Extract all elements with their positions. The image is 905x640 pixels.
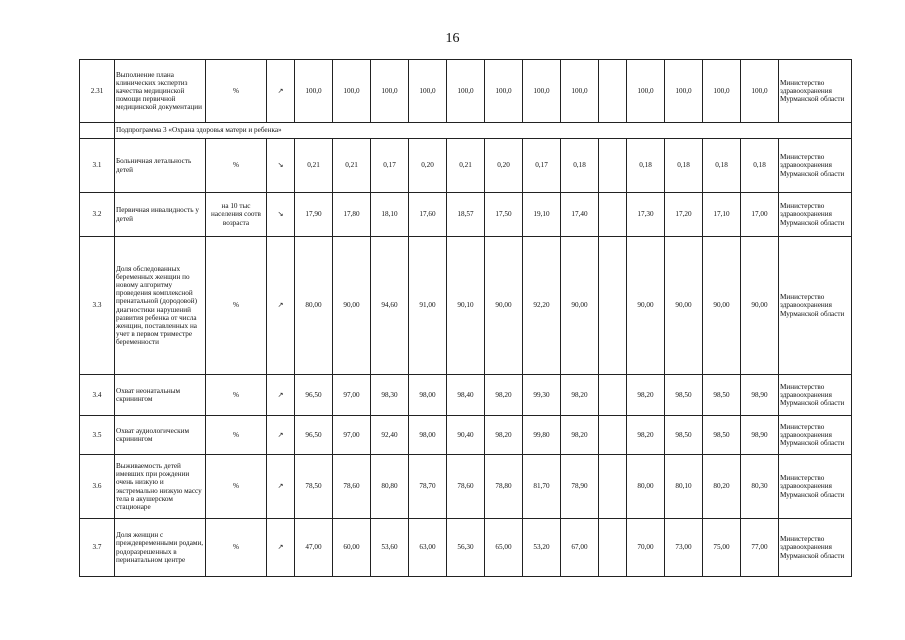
value-cell: 0,20 <box>409 139 447 193</box>
table-row <box>80 455 852 519</box>
value-cell: 90,00 <box>485 237 523 375</box>
indicator-name: Доля обследованных беременных женщин по новому алгоритму проведения комплексной пренатальной (дородовой) диагностики нарушений развития ребенка от числа женщин, поставленных на учет в первом триместре беременности <box>115 237 206 375</box>
value-cell: 0,21 <box>333 139 371 193</box>
value-cell: 17,20 <box>665 193 703 237</box>
indicator-name: Охват аудиологическим скринингом <box>115 416 206 455</box>
value-cell: 100,0 <box>485 60 523 123</box>
value-cell: 99,30 <box>523 375 561 416</box>
responsible-org: Министерство здравоохранения Мурманской области <box>779 519 852 577</box>
value-cell: 100,0 <box>333 60 371 123</box>
responsible-org: Министерство здравоохранения Мурманской области <box>779 60 852 123</box>
value-cell: 19,10 <box>523 193 561 237</box>
unit-cell: % <box>206 60 267 123</box>
value-cell: 0,18 <box>703 139 741 193</box>
table-row <box>80 519 852 577</box>
responsible-org: Министерство здравоохранения Мурманской области <box>779 237 852 375</box>
value-cell: 90,00 <box>741 237 779 375</box>
value-cell: 80,00 <box>295 237 333 375</box>
value-cell: 70,00 <box>627 519 665 577</box>
value-cell: 17,90 <box>295 193 333 237</box>
value-cell: 100,0 <box>561 60 599 123</box>
trend-arrow-icon: ↗ <box>267 375 295 416</box>
table-body <box>80 60 852 577</box>
value-cell: 99,80 <box>523 416 561 455</box>
value-cell: 98,00 <box>409 416 447 455</box>
value-cell: 65,00 <box>485 519 523 577</box>
value-cell: 98,90 <box>741 416 779 455</box>
value-cell <box>599 193 627 237</box>
value-cell: 90,00 <box>627 237 665 375</box>
value-cell: 0,20 <box>485 139 523 193</box>
row-number: 3.7 <box>80 519 115 577</box>
value-cell: 17,50 <box>485 193 523 237</box>
value-cell: 98,20 <box>485 416 523 455</box>
value-cell: 67,00 <box>561 519 599 577</box>
value-cell: 80,10 <box>665 455 703 519</box>
trend-arrow-icon: ↗ <box>267 455 295 519</box>
value-cell: 100,0 <box>665 60 703 123</box>
trend-arrow-icon: ↗ <box>267 519 295 577</box>
value-cell: 97,00 <box>333 416 371 455</box>
value-cell: 98,50 <box>665 416 703 455</box>
value-cell: 98,30 <box>371 375 409 416</box>
value-cell <box>599 60 627 123</box>
value-cell: 96,50 <box>295 416 333 455</box>
empty-cell <box>80 123 115 139</box>
value-cell: 98,50 <box>703 375 741 416</box>
trend-arrow-icon: ↘ <box>267 139 295 193</box>
value-cell: 90,00 <box>665 237 703 375</box>
responsible-org: Министерство здравоохранения Мурманской области <box>779 455 852 519</box>
value-cell: 56,30 <box>447 519 485 577</box>
value-cell <box>599 416 627 455</box>
value-cell: 80,20 <box>703 455 741 519</box>
trend-arrow-icon: ↘ <box>267 193 295 237</box>
value-cell: 53,60 <box>371 519 409 577</box>
value-cell: 78,60 <box>447 455 485 519</box>
value-cell: 98,20 <box>485 375 523 416</box>
value-cell: 78,80 <box>485 455 523 519</box>
value-cell: 0,21 <box>295 139 333 193</box>
value-cell: 78,50 <box>295 455 333 519</box>
value-cell <box>599 375 627 416</box>
indicator-name: Доля женщин с преждевременными родами, родоразрешенных в перинатальном центре <box>115 519 206 577</box>
value-cell: 73,00 <box>665 519 703 577</box>
indicator-name: Выживаемость детей имевших при рождении очень низкую и экстремально низкую массу тела в акушерском стационаре <box>115 455 206 519</box>
table-row <box>80 375 852 416</box>
indicator-name: Охват неонатальным скринингом <box>115 375 206 416</box>
value-cell: 75,00 <box>703 519 741 577</box>
value-cell: 98,40 <box>447 375 485 416</box>
unit-cell: на 10 тыс населения соотв возраста <box>206 193 267 237</box>
unit-cell: % <box>206 139 267 193</box>
trend-arrow-icon: ↗ <box>267 237 295 375</box>
unit-cell: % <box>206 237 267 375</box>
value-cell: 17,00 <box>741 193 779 237</box>
value-cell: 94,60 <box>371 237 409 375</box>
responsible-org: Министерство здравоохранения Мурманской области <box>779 193 852 237</box>
value-cell: 17,60 <box>409 193 447 237</box>
value-cell: 17,80 <box>333 193 371 237</box>
value-cell: 17,10 <box>703 193 741 237</box>
value-cell: 18,10 <box>371 193 409 237</box>
value-cell: 53,20 <box>523 519 561 577</box>
table-row <box>80 416 852 455</box>
table-row <box>80 193 852 237</box>
value-cell <box>599 519 627 577</box>
value-cell: 97,00 <box>333 375 371 416</box>
value-cell: 100,0 <box>447 60 485 123</box>
indicator-name: Больничная летальность детей <box>115 139 206 193</box>
indicator-name: Первичная инвалидность у детей <box>115 193 206 237</box>
value-cell: 98,50 <box>665 375 703 416</box>
value-cell: 90,40 <box>447 416 485 455</box>
value-cell: 78,90 <box>561 455 599 519</box>
value-cell: 80,30 <box>741 455 779 519</box>
value-cell: 47,00 <box>295 519 333 577</box>
value-cell: 18,57 <box>447 193 485 237</box>
value-cell: 100,0 <box>409 60 447 123</box>
value-cell: 80,00 <box>627 455 665 519</box>
value-cell: 100,0 <box>627 60 665 123</box>
value-cell: 98,20 <box>627 416 665 455</box>
row-number: 2.31 <box>80 60 115 123</box>
value-cell: 77,00 <box>741 519 779 577</box>
responsible-org: Министерство здравоохранения Мурманской области <box>779 139 852 193</box>
value-cell: 90,00 <box>561 237 599 375</box>
value-cell: 0,18 <box>665 139 703 193</box>
value-cell: 78,60 <box>333 455 371 519</box>
value-cell: 91,00 <box>409 237 447 375</box>
value-cell: 81,70 <box>523 455 561 519</box>
row-number: 3.2 <box>80 193 115 237</box>
value-cell: 100,0 <box>741 60 779 123</box>
trend-arrow-icon: ↗ <box>267 416 295 455</box>
value-cell <box>599 139 627 193</box>
value-cell: 90,00 <box>333 237 371 375</box>
responsible-org: Министерство здравоохранения Мурманской области <box>779 416 852 455</box>
value-cell: 90,00 <box>703 237 741 375</box>
unit-cell: % <box>206 375 267 416</box>
value-cell: 17,40 <box>561 193 599 237</box>
trend-arrow-icon: ↗ <box>267 60 295 123</box>
value-cell: 98,20 <box>561 375 599 416</box>
unit-cell: % <box>206 416 267 455</box>
row-number: 3.4 <box>80 375 115 416</box>
value-cell: 0,21 <box>447 139 485 193</box>
row-number: 3.5 <box>80 416 115 455</box>
value-cell: 98,50 <box>703 416 741 455</box>
value-cell: 0,18 <box>741 139 779 193</box>
table-row <box>80 60 852 123</box>
value-cell: 98,90 <box>741 375 779 416</box>
responsible-org: Министерство здравоохранения Мурманской области <box>779 375 852 416</box>
value-cell <box>599 455 627 519</box>
table-row <box>80 237 852 375</box>
value-cell: 0,18 <box>627 139 665 193</box>
value-cell: 100,0 <box>703 60 741 123</box>
value-cell: 96,50 <box>295 375 333 416</box>
row-number: 3.3 <box>80 237 115 375</box>
value-cell: 100,0 <box>371 60 409 123</box>
value-cell: 92,20 <box>523 237 561 375</box>
value-cell: 98,00 <box>409 375 447 416</box>
value-cell: 0,17 <box>371 139 409 193</box>
value-cell: 17,30 <box>627 193 665 237</box>
value-cell: 98,20 <box>627 375 665 416</box>
value-cell: 0,17 <box>523 139 561 193</box>
page-number: 16 <box>445 31 460 46</box>
subprogram-row <box>80 123 852 139</box>
value-cell: 0,18 <box>561 139 599 193</box>
value-cell: 100,0 <box>523 60 561 123</box>
value-cell: 63,00 <box>409 519 447 577</box>
value-cell: 78,70 <box>409 455 447 519</box>
value-cell: 80,80 <box>371 455 409 519</box>
value-cell <box>599 237 627 375</box>
unit-cell: % <box>206 519 267 577</box>
row-number: 3.1 <box>80 139 115 193</box>
value-cell: 100,0 <box>295 60 333 123</box>
value-cell: 90,10 <box>447 237 485 375</box>
subprogram-title: Подпрограмма 3 «Охрана здоровья матери и ребенка» <box>115 123 852 139</box>
indicators-table <box>79 59 852 577</box>
table-row <box>80 139 852 193</box>
row-number: 3.6 <box>80 455 115 519</box>
indicator-name: Выполнение плана клинических экспертиз качества медицинской помощи первичной медицинской документации <box>115 60 206 123</box>
unit-cell: % <box>206 455 267 519</box>
value-cell: 98,20 <box>561 416 599 455</box>
value-cell: 60,00 <box>333 519 371 577</box>
value-cell: 92,40 <box>371 416 409 455</box>
